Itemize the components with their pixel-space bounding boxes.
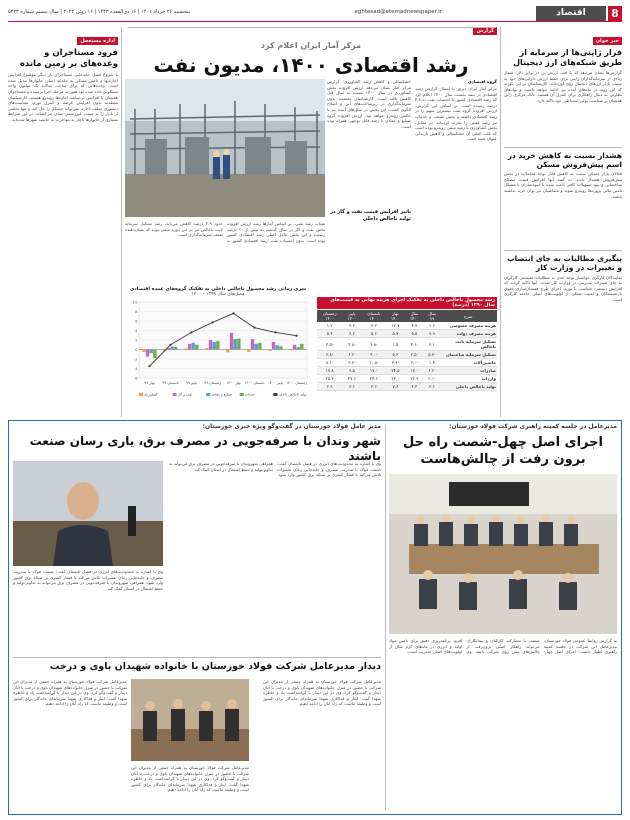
table-cell: -۸.۱ (317, 359, 342, 367)
table-cell: -۳.۲ (342, 359, 361, 367)
chart-bar (237, 339, 240, 350)
table-cell: ۱۷.۰ (362, 367, 387, 375)
table-cell: ۱.۲ (317, 322, 342, 330)
table-cell: -۳.۸ (317, 351, 342, 359)
chart-bar (289, 350, 292, 351)
chart-legend-label: تولید ناخالص داخلی (278, 392, 307, 397)
chart-x-tick-label: پاییز ۹۹ (185, 381, 198, 385)
chart-title: سری زمانی رشد محصول ناخالص داخلی به تفکیک گروه‌های عمده اقتصادی (129, 287, 307, 292)
table-cell: ۲۵.۳ (317, 375, 342, 383)
bottom-headline-left: شهر وندان با صرفه‌جویی در مصرف برق، یاری رسان صنعت باشند (29, 434, 381, 463)
chart-bar (297, 347, 300, 349)
bottom-headline-small: دیدار مدیرعامل شرکت فولاد خوزستان با خانواده شهیدان باوی و درخت (49, 661, 381, 672)
bottom-article-left (13, 423, 381, 655)
table-row (317, 330, 497, 338)
bottom-body-c: مدیرعامل شرکت فولاد خوزستان به همراه جمعی از مدیران این شرکت با حضور در منزل خانواده‌های شهیدان باوی و درخت با آنان دیدار و گفت‌وگو کرد. وی در این دیدار با گرامیداشت یاد و خاطره شهدا گفت: ایثار و فداکاری شهدا سرمایه‌ای ماندگار برای کشور است و وظیفه ماست که راه آنان را ادامه دهیم. (263, 679, 381, 707)
brief-3-body: نمایندگان کارگری خواستار توجه جدی به مطالبات معیشتی کارگران به جای تغییرات مدیریتی در وزارت کار شدند. آنها تاکید کردند که افزایش دستمزد متناسب با تورم، اجرای طرح همسان‌سازی حقوق بازنشستگان و امنیت شغلی از اولویت‌های اصلی جامعه کارگری است. (504, 274, 622, 302)
brief-3 (504, 254, 622, 417)
table-header-cell: سال ۹۹ (424, 310, 439, 322)
main-caption-box: تاثیر افزایش قیمت نفت و گاز در تولید ناخالص داخلی (330, 209, 411, 222)
table-cell: -۶.۸ (362, 338, 387, 351)
brief-2 (504, 151, 622, 248)
brief-2-body: فعالان بازار مسکن نسبت به کاهش قابل توجه معاملات در بخش پیش‌فروش هشدار دادند. به گفته آنها افزایش قیمت مصالح ساختمانی و نبود تسهیلات کافی باعث شده تا انبوه‌سازان با مشکل تامین مالی پروژه‌ها روبه‌رو شوند و متقاضیان نیز توان خرید نداشته باشند. (504, 171, 622, 199)
bottom-body-b-under-photo: وی با اشاره به محدودیت‌های انرژی در فصل تابستان گفت: صنعت فولاد با مدیریت مصرف و جابه‌جایی زمان تعمیرات تلاش می‌کند تا فشار کمتری بر شبکه برق کشور وارد شود. همراهی شهروندان با صرفه‌جویی در مصرف برق می‌تواند به تداوم تولید و حفظ اشتغال در استان کمک کند. (13, 569, 163, 591)
chart-x-tick-label: بهار ۹۹ (144, 381, 155, 385)
table-header-cell: بهار ۱۴۰۰ (386, 310, 404, 322)
chart-y-tick-label: 0 (135, 346, 138, 352)
chart-legend-swatch (273, 393, 277, 396)
brief-2-title: هشدار نسبت به کاهش خرید در اسم پیش‌فروش مسکن (507, 150, 622, 169)
brief-1 (504, 48, 622, 144)
main-subhead: گروه اقتصادی (467, 79, 497, 84)
table-row-label: هزینه مصرف خصوصی (440, 322, 497, 330)
table-cell: -۲.۵ (405, 351, 425, 359)
table-cell: ۲۷.۶ (342, 375, 361, 383)
chart-bar (234, 339, 237, 349)
table-cell: ۵.۲ (386, 351, 404, 359)
bottom-kicker-right: مدیرعامل در جلسه کمیته راهبری شرکت فولاد خوزستان: (448, 423, 617, 430)
chart-bar (192, 343, 195, 350)
chart-y-tick-label: 10 (132, 299, 138, 305)
main-body-mid: خشکسالی و کاهش رشد کشاورزی: گزارش مرکز آمار نشان می‌دهد ارزش افزوده بخش کشاورزی در سال ۱۴۰۰ نسبت به سال قبل کاهش یافته است. کارشناسان معتقدند بدون سرمایه‌گذاری در زیرساخت‌های آبی و اصلاح الگوی کشت، این بخش در سال‌های آینده نیز با چالش روبه‌رو خواهد بود. ارزش افزوده گروه صنایع و معادن با رشد قابل توجهی همراه بوده است. (327, 79, 411, 129)
page-number: 8 (608, 6, 622, 21)
table-cell: ۵.۶ (362, 330, 387, 338)
table-header-cell: تابستان ۱۴۰۰ (362, 310, 387, 322)
section-title: اقتصاد (536, 6, 606, 21)
table-cell: ۱۷.۰ (405, 367, 425, 375)
chart-bar (209, 340, 212, 350)
table-cell: -۶.۰ (405, 359, 425, 367)
table-cell: ۹.۵ (342, 367, 361, 375)
chart-y-tick-label: 6 (135, 318, 138, 324)
table-cell: ۲.۹ (317, 383, 342, 391)
left-column-body: با شروع فصل جابه‌جایی مستاجران بار دیگر موضوع افزایش اجاره‌بها و تامین مسکن به دغدغه اصلی خانوارها تبدیل شده است. وعده‌هایی که برای ساخت سالانه یک میلیون واحد مسکونی داده شده بود هنوز به مرحله اجرا نرسیده و مستاجران همچنان با افزایش بی‌سابقه اجاره‌ها روبه‌رو هستند. کارشناسان معتقدند بدون افزایش عرضه و کنترل تورم، سیاست‌های دستوری سقف اجاره نمی‌تواند مشکل را حل کند و تنها بخشی از بازار را به سمت غیررسمی شدن می‌کشاند. در این شرایط بسیاری از خانوارها ناچار به مهاجرت به حاشیه شهرها شده‌اند. (8, 72, 118, 122)
bottom-article-right (389, 423, 617, 811)
chart-bar (279, 346, 282, 349)
chart-x-tick-label: تابستان ۱۴۰۰ (244, 381, 265, 385)
brief-1-title: فرار ژاپنی‌ها از سرمایه از طریق شبکه‌های ارز دیجیتال (513, 48, 622, 67)
chart-bar (276, 345, 279, 349)
chart-bar (213, 342, 216, 350)
table-row-label: تشکیل سرمایه ثابت ناخالص (440, 338, 497, 351)
chart-line-point (169, 344, 171, 346)
chart-bar (247, 350, 250, 352)
brief-3-title: پیگیری مطالبات به جای انتصاب و تغییرات در وزارت کار (507, 253, 622, 273)
chart-y-tick-label: 8 (135, 308, 138, 314)
chart-bar (255, 344, 258, 350)
left-column (8, 27, 118, 417)
chart-bar (268, 350, 271, 351)
chart-legend-label: نفت و گاز (177, 392, 193, 397)
table-cell: ۳.۶ (424, 383, 439, 391)
chart-line-point (253, 327, 255, 329)
chart-x-tick-label: پاییز ۱۴۰۰ (267, 381, 284, 385)
chart-legend-swatch (173, 393, 177, 396)
table-row (317, 351, 497, 359)
table-header-cell: شرح (440, 310, 497, 322)
main-body-right-text: مرکز آمار ایران دیروز با انتشار گزارش رشد اقتصادی در نیمه نخست سال ۱۴۰۰ اعلام کرد که رشد اقتصادی کشور با احتساب نفت به ۴.۸ درصد رسیده است. بر اساس این گزارش، ارزش افزوده گروه نفت بیشترین سهم را در رشد اقتصادی داشته و بخش صنعت و خدمات نیز رشد مثبتی را تجربه کرده‌اند. در مقابل، بخش کشاورزی با رشد منفی روبه‌رو بوده است که علت اصلی آن خشکسالی و کاهش بارندگی عنوان شده است. (415, 86, 497, 142)
dateline: پنجشنبه ۲۶ خرداد ۱۴۰۱ | ۱۶ ذی‌القعده ۱۴۴۳ | ۱۶ ژوئن ۲۰۲۲ | سال بیستم شماره ۵۲۲۳ (8, 9, 191, 15)
table-header-cell: زمستان ۱۴۰۰ (317, 310, 342, 322)
table-header-cell: سال ۱۴۰۰ (405, 310, 425, 322)
table-cell: -۴.۵ (317, 338, 342, 351)
chart-bar (293, 345, 296, 350)
chart-bar (205, 348, 208, 349)
briefs-label: خبر خوان (593, 37, 622, 45)
chart-y-tick-label: -6 (133, 375, 138, 381)
chart-x-tick-label: بهار ۱۴۰۰ (226, 381, 241, 385)
section-website: eghtesad@etemadnewspaper.ir (354, 9, 442, 15)
family-visit-photo-icon (131, 679, 249, 761)
chart-bar (251, 339, 254, 349)
chart-subtitle: فصل‌های سال ۱۳۹۹ - ۱۴۰۰ (191, 292, 245, 297)
bottom-kicker-left: مدیر عامل فولاد خوزستان در گفت‌وگو ویژه خبری خوزستان: (202, 423, 381, 430)
table-cell: ۱۲.۷ (386, 322, 404, 330)
left-column-label: اداره مستعجل (77, 37, 118, 45)
table-cell: -۲.۱ (424, 375, 439, 383)
table-cell: -۶.۲ (424, 367, 439, 375)
chart-legend-label: صنایع و معادن (211, 392, 232, 397)
chart-bar (195, 345, 198, 350)
chart-x-tick-label: زمستان ۹۹ (204, 381, 221, 385)
table-cell: ۶.۲ (342, 330, 361, 338)
table-row (317, 338, 497, 351)
table-cell: ۵.۷ (386, 330, 404, 338)
chart-y-tick-label: 4 (135, 327, 138, 333)
table-cell: ۳.۶ (342, 383, 361, 391)
table-cell: ۴.۴ (405, 383, 425, 391)
meeting-room-photo-icon (389, 474, 617, 634)
chart-line-point (211, 321, 213, 323)
table-cell: -۴.۸ (342, 338, 361, 351)
table-cell: -۵.۳ (424, 351, 439, 359)
chart-line-point (148, 365, 150, 367)
table-row (317, 322, 497, 330)
table-cell: -۴.۱ (405, 338, 425, 351)
table-cell: -۴.۰ (362, 351, 387, 359)
chart-bar (142, 350, 145, 352)
table-cell: -۶.۲ (342, 351, 361, 359)
table-header-cell: پاییز ۱۴۰۰ (342, 310, 361, 322)
table-row-label: واردات (440, 375, 497, 383)
ceo-photo (13, 461, 163, 566)
table-cell: ۹.۹ (424, 330, 439, 338)
table-cell: ۶.۲ (362, 322, 387, 330)
table-cell: ۴.۶ (362, 383, 387, 391)
table-cell: ۱۷.۸ (317, 367, 342, 375)
chart-legend-swatch (206, 393, 210, 396)
chart-bar (171, 347, 174, 350)
main-kicker: مرکز آمار ایران اعلام کرد (260, 41, 362, 50)
table-cell: ۲۴.۶ (362, 375, 387, 383)
chart-bar (188, 344, 191, 350)
chart-bar (272, 342, 275, 350)
main-headline: رشد اقتصادی ۱۴۰۰، مدیون نفت (153, 53, 469, 77)
meeting-photo (389, 474, 617, 634)
table-row (317, 375, 497, 383)
table-row-label: تولید ناخالص داخلی (440, 383, 497, 391)
table-cell: ۳.۱ (424, 338, 439, 351)
chart-bar (216, 341, 219, 350)
bottom-section (8, 420, 622, 815)
main-photo (125, 79, 325, 217)
table-row (317, 383, 497, 391)
chart-line-point (274, 331, 276, 333)
table-row-label: صادرات (440, 367, 497, 375)
table-cell: -۱۰.۸ (362, 359, 387, 367)
chart-legend-swatch (240, 393, 244, 396)
growth-table (317, 297, 497, 391)
chart-x-tick-label: زمستان ۱۴۰۰ (286, 381, 307, 385)
table-cell: ۵.۴ (317, 330, 342, 338)
visit-photo (131, 679, 249, 761)
main-body-right (415, 79, 497, 299)
chart-legend-swatch (139, 393, 143, 396)
main-label: گزارش (473, 27, 497, 35)
table-title: رشد محصول ناخالص داخلی به تفکیک اجزای هزینه نهایی به قیمت‌های سال ۱۳۹۰ (درصد) (317, 297, 497, 309)
chart-bar (258, 343, 261, 350)
chart-y-tick-label: 2 (135, 337, 138, 343)
bottom-headline-right: اجرای اصل چهل-شصت راه حل برون رفت از چالش‌هاست (403, 435, 603, 467)
news-briefs-column (504, 27, 622, 417)
chart-bar (184, 349, 187, 350)
table-row-label: تشکیل سرمایه ساختمان (440, 351, 497, 359)
chart-line-point (190, 331, 192, 333)
table-cell: -۳.۶ (386, 359, 404, 367)
bottom-body-c-under-photo: مدیرعامل شرکت فولاد خوزستان به همراه جمعی از مدیران این شرکت با حضور در منزل خانواده‌های شهیدان باوی و درخت با آنان دیدار و گفت‌وگو کرد. وی در این دیدار با گرامیداشت یاد و خاطره شهدا گفت: ایثار و فداکاری شهدا سرمایه‌ای ماندگار برای کشور است و وظیفه ماست که راه آنان را ادامه دهیم. (131, 765, 249, 793)
chart-bar (146, 350, 149, 357)
bottom-article-small (13, 661, 381, 809)
chart-line-point (232, 312, 234, 314)
chart-line-point (295, 335, 297, 337)
chart-legend-label: کشاورزی (144, 392, 158, 397)
chart-legend-label: خدمات (244, 392, 256, 397)
table-cell: ۵.۵ (405, 330, 425, 338)
brief-1-body: گزارش‌ها نشان می‌دهد که با افت ارزش ین در برابر دلار، شمار زیادی از سرمایه‌گذاران ژاپنی برای حفظ ارزش دارایی‌های خود به سمت بازار ارزهای دیجیتال روی آورده‌اند. کارشناسان بر این باورند که این روند در ماه‌های آینده نیز ادامه خواهد داشت و نهادهای نظارتی به دنبال راهکاری برای کنترل آن هستند. بانک مرکزی ژاپن همچنان بر سیاست پولی انبساطی خود تاکید دارد. (504, 70, 622, 103)
table-row-label: ماشین‌آلات (440, 359, 497, 367)
table-row (317, 359, 497, 367)
table-cell: ۲۶.۹ (405, 375, 425, 383)
chart-bar (174, 347, 177, 349)
chart-y-tick-label: -2 (133, 356, 138, 362)
table-row (317, 367, 497, 375)
table-cell: ۱.۵ (386, 338, 404, 351)
bottom-body-a: به گزارش روابط عمومی فولاد خوزستان، مدیرعامل این شرکت در جلسه کمیته راهبری اظهار داشت: اجرای اصل چهل-شصت با مشارکت کارکنان و پیمانکاران می‌تواند راهکار اصلی برون‌رفت از چالش‌های پیش روی شرکت باشد. وی افزود برنامه‌ریزی دقیق برای تامین مواد اولیه و انرژی در ماه‌های گرم سال از اولویت‌های اصلی مدیریت است. (389, 638, 617, 655)
chart-bar (226, 350, 229, 353)
bottom-body-c-left: مدیرعامل شرکت فولاد خوزستان به همراه جمعی از مدیران این شرکت با حضور در منزل خانواده‌های شهیدان باوی و درخت با آنان دیدار و گفت‌وگو کرد. وی در این دیدار با گرامیداشت یاد و خاطره شهدا گفت: ایثار و فداکاری شهدا سرمایه‌ای ماندگار برای کشور است و وظیفه ماست که راه آنان را ادامه دهیم. (13, 679, 127, 707)
left-column-title: فرود مستاجران و وعده‌های بر زمین مانده (19, 48, 118, 69)
substation-photo-icon (125, 79, 325, 217)
table-cell: ۳۳.۰ (386, 375, 404, 383)
page-header (8, 6, 622, 22)
main-body-left: شتاب رشد نفتی: بر اساس آمارها رشد ارزش افزوده بخش نفت و گاز در سال گذشته به بیش از ۱۰ درصد رسیده و این بخش عامل اصلی رشد اقتصادی کشور بوده است. بدون احتساب نفت، رشد اقتصادی کشور به حدود ۲.۹ درصد کاهش می‌یابد. رشد تشکیل سرمایه ثابت ناخالص نیز در این دوره منفی بوده که نشان‌دهنده ضعف سرمایه‌گذاری است. (125, 221, 325, 243)
growth-table-grid (317, 310, 497, 391)
chart-bar (230, 333, 233, 350)
chart-bar (300, 344, 303, 350)
gdp-chart (125, 287, 311, 415)
ceo-portrait-icon (13, 461, 163, 566)
chart-bar (153, 350, 156, 359)
table-row-label: هزینه مصرف دولت (440, 330, 497, 338)
table-cell: ۱.۴ (424, 359, 439, 367)
table-cell: ۱.۶ (424, 322, 439, 330)
table-cell: ۴.۷ (405, 322, 425, 330)
main-story (125, 27, 497, 417)
table-cell: ۲۴.۵ (386, 367, 404, 375)
chart-x-tick-label: تابستان ۹۹ (162, 381, 179, 385)
chart-canvas (125, 298, 311, 402)
bottom-body-b: وی با اشاره به محدودیت‌های انرژی در فصل تابستان گفت: صنعت فولاد با مدیریت مصرف و جابه‌جایی زمان تعمیرات تلاش می‌کند تا فشار کمتری بر شبکه برق کشور وارد شود. همراهی شهروندان با صرفه‌جویی در مصرف برق می‌تواند به تداوم تولید و حفظ اشتغال در استان کمک کند. (169, 461, 381, 478)
table-cell: ۳.۳ (342, 322, 361, 330)
table-cell: ۷.۶ (386, 383, 404, 391)
chart-y-tick-label: -4 (133, 365, 138, 371)
chart-bar (150, 350, 153, 354)
